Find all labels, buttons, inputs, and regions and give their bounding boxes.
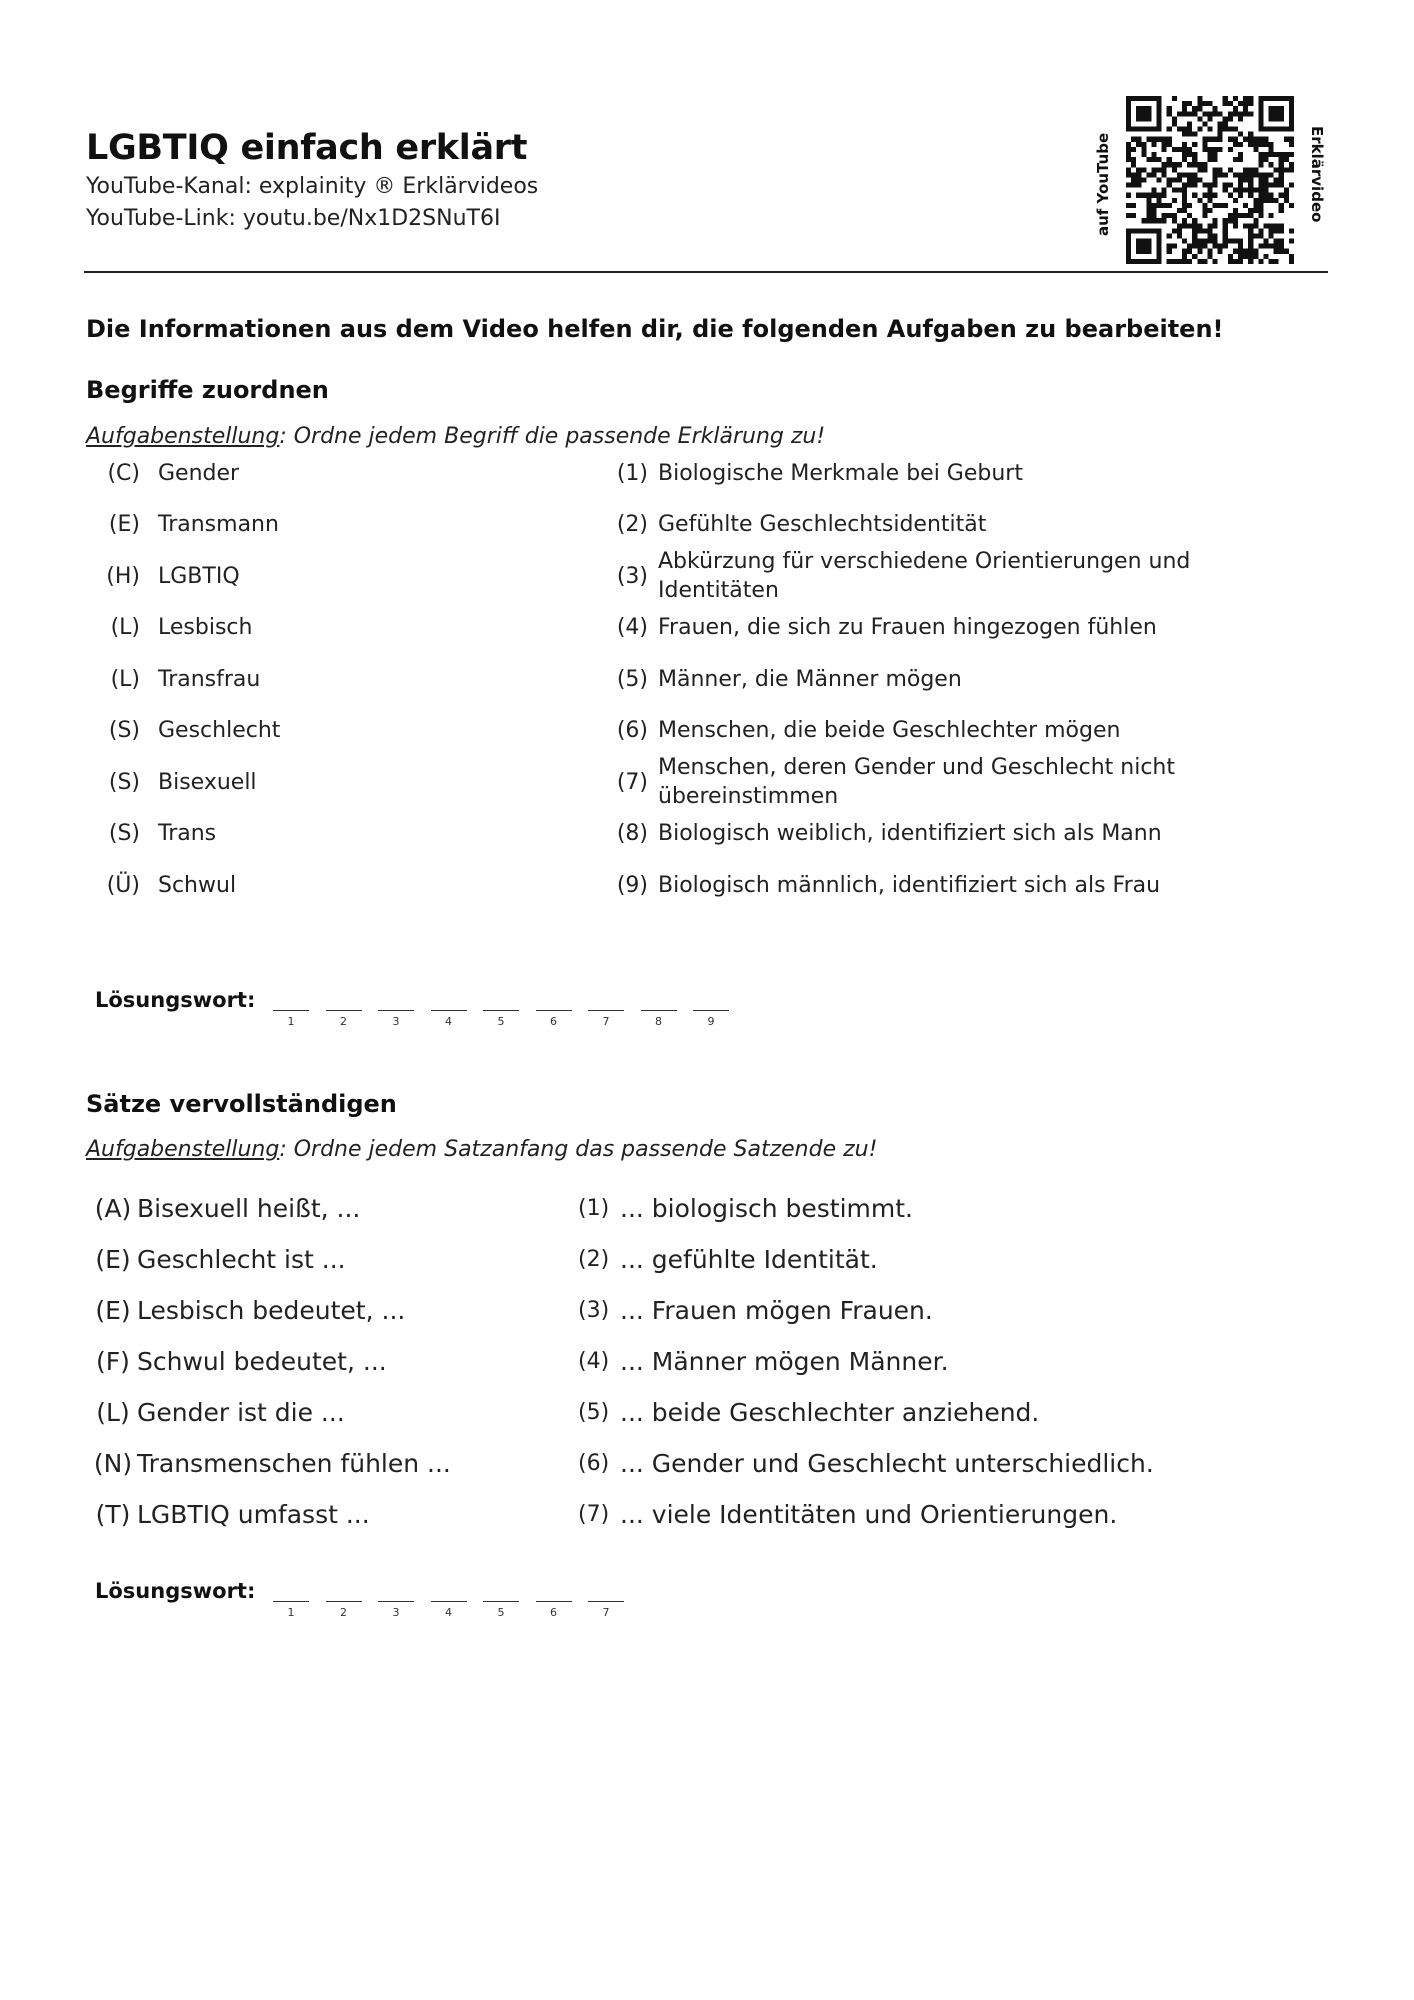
term-text: Bisexuell: [158, 769, 257, 795]
term-text: Trans: [158, 821, 217, 846]
sentence-start-code: (L): [96, 1397, 130, 1427]
explanation-text: Abkürzung für verschiedene Orientierungen und Identitäten: [658, 549, 1191, 603]
explanation-text: Biologisch weiblich, identifiziert sich als Mann: [658, 821, 1162, 846]
explanation-row: [614, 500, 1254, 550]
explanation-number: (8): [616, 821, 648, 846]
solution-blank[interactable]: [641, 1010, 677, 1011]
explanation-number: (5): [616, 666, 648, 692]
term-row: [96, 448, 239, 498]
explanation-text: Menschen, die beide Geschlechter mögen: [658, 718, 1121, 743]
term-row: [96, 706, 280, 756]
explanation-text: Gefühlte Geschlechtsidentität: [658, 512, 987, 537]
term-code: (Ü): [106, 872, 140, 898]
sentence-end-row: [578, 1183, 913, 1233]
sentence-end-number: (5): [578, 1399, 610, 1425]
solution-blank-number: 2: [340, 1015, 347, 1028]
sentence-end-number: (7): [578, 1501, 610, 1527]
sentence-end-number: (4): [578, 1348, 610, 1374]
term-row: [96, 551, 240, 601]
explanation-number: (2): [616, 512, 648, 537]
solution-blank[interactable]: [693, 1010, 729, 1011]
explanation-row: [614, 448, 1254, 498]
page-title: LGBTIQ einfach erklärt: [86, 128, 528, 168]
solution-blank[interactable]: [431, 1010, 467, 1011]
sentence-start-code: (T): [95, 1499, 131, 1529]
solution-blank[interactable]: [273, 1601, 309, 1602]
sentence-start-text: Geschlecht ist ...: [137, 1244, 346, 1274]
sentence-end-row: [578, 1336, 949, 1386]
sentence-end-text: ... Gender und Geschlecht unterschiedlich.: [620, 1448, 1154, 1478]
term-code: (L): [110, 666, 140, 692]
explanation-row: [614, 809, 1254, 859]
term-code: (C): [107, 460, 140, 486]
solution-blank-number: 7: [602, 1606, 610, 1619]
solution-blank-number: 1: [287, 1015, 295, 1028]
solution-blank-number: 7: [602, 1015, 610, 1028]
solution-blank-number: 4: [445, 1015, 452, 1028]
sentence-start-row: [92, 1489, 370, 1539]
explanation-row: [614, 603, 1254, 653]
term-row: [96, 500, 279, 550]
term-code: (S): [108, 718, 140, 743]
explanation-text: Männer, die Männer mögen: [658, 666, 962, 692]
sentence-start-row: [92, 1183, 360, 1233]
explanation-row: [614, 654, 1254, 704]
sentence-start-row: [92, 1234, 346, 1284]
section1-heading: Begriffe zuordnen: [86, 376, 329, 404]
sentence-end-number: (2): [578, 1246, 610, 1272]
term-code: (H): [106, 563, 140, 589]
sentence-end-text: ... beide Geschlechter anziehend.: [620, 1397, 1040, 1427]
link-line: YouTube-Link: youtu.be/Nx1D2SNuT6I: [86, 206, 501, 231]
sentence-start-text: Gender ist die ...: [137, 1397, 345, 1427]
sentence-start-text: Transmenschen fühlen ...: [137, 1448, 451, 1478]
solution-blank-number: 1: [287, 1606, 295, 1619]
sentence-start-code: (F): [96, 1346, 130, 1376]
explanation-number: (4): [616, 615, 648, 640]
sentence-end-number: (1): [578, 1195, 610, 1221]
explanation-row: [614, 706, 1254, 756]
qr-code-icon: [1126, 96, 1294, 264]
sentence-start-text: Bisexuell heißt, ...: [137, 1193, 361, 1223]
solution-blank-number: 5: [497, 1606, 505, 1619]
section1-task: Aufgabenstellung: Ordne jedem Begriff die passende Erklärung zu!: [86, 424, 826, 449]
term-row: [96, 654, 260, 704]
solution-blank[interactable]: [483, 1601, 519, 1602]
solution-blank[interactable]: [378, 1601, 414, 1602]
sentence-end-row: [578, 1387, 1039, 1437]
sentence-end-row: [578, 1285, 933, 1335]
solution-blank[interactable]: [378, 1010, 414, 1011]
sentence-start-text: Schwul bedeutet, ...: [137, 1346, 387, 1376]
sentence-end-number: (6): [578, 1450, 610, 1476]
solution-blank-number: 9: [707, 1015, 715, 1028]
explanation-text: Menschen, deren Gender und Geschlecht nicht übereinstimmen: [658, 755, 1175, 809]
explanation-number: (1): [616, 460, 648, 486]
explanation-number: (3): [616, 563, 648, 589]
sentence-end-row: [578, 1489, 1117, 1539]
channel-line: YouTube-Kanal: explainity ® Erklärvideos: [86, 174, 539, 199]
section2-heading: Sätze vervollständigen: [86, 1090, 397, 1118]
solution-blank-number: 4: [445, 1606, 452, 1619]
solution-blank-number: 3: [392, 1015, 400, 1028]
sentence-start-row: [92, 1285, 405, 1335]
explanation-text: Frauen, die sich zu Frauen hingezogen fühlen: [658, 615, 1157, 640]
term-text: Gender: [158, 460, 240, 486]
term-code: (E): [108, 512, 140, 537]
term-row: [96, 860, 236, 910]
sentence-start-text: LGBTIQ umfasst ...: [137, 1499, 370, 1529]
sentence-start-code: (A): [94, 1193, 132, 1223]
explanation-number: (7): [616, 769, 648, 795]
explanation-row: [614, 757, 1254, 807]
term-text: Lesbisch: [158, 615, 253, 640]
explanation-row: [614, 551, 1254, 601]
term-row: [96, 757, 257, 807]
solution-blank[interactable]: [536, 1010, 572, 1011]
solution-blank-number: 2: [340, 1606, 347, 1619]
solution-blank[interactable]: [326, 1010, 362, 1011]
solution-blank[interactable]: [588, 1010, 624, 1011]
explanation-text: Biologisch männlich, identifiziert sich als Frau: [658, 872, 1161, 898]
term-code: (S): [108, 769, 140, 795]
qr-left-label: auf YouTube: [1094, 132, 1112, 236]
solution-blank[interactable]: [431, 1601, 467, 1602]
sentence-end-text: ... viele Identitäten und Orientierungen.: [620, 1499, 1118, 1529]
sentence-end-text: ... gefühlte Identität.: [620, 1244, 878, 1274]
term-text: Transfrau: [158, 666, 261, 692]
section2-task: Aufgabenstellung: Ordne jedem Satzanfang das passende Satzende zu!: [86, 1137, 878, 1162]
solution-blank-number: 5: [497, 1015, 505, 1028]
sentence-end-text: ... biologisch bestimmt.: [620, 1193, 913, 1223]
explanation-number: (6): [616, 718, 648, 743]
sentence-start-code: (N): [93, 1448, 133, 1478]
solution-blank-number: 6: [550, 1015, 557, 1028]
solution-blank[interactable]: [536, 1601, 572, 1602]
term-code: (L): [110, 615, 140, 640]
explanation-row: [614, 860, 1254, 910]
section2-solution-label: Lösungswort:: [95, 1579, 256, 1603]
sentence-end-text: ... Männer mögen Männer.: [620, 1346, 949, 1376]
sentence-start-code: (E): [95, 1295, 131, 1325]
term-text: LGBTIQ: [158, 563, 240, 589]
explanation-text: Biologische Merkmale bei Geburt: [658, 460, 1023, 486]
solution-blank[interactable]: [273, 1010, 309, 1011]
term-code: (S): [108, 821, 140, 846]
term-row: [96, 603, 252, 653]
sentence-start-code: (E): [95, 1244, 131, 1274]
explanation-number: (9): [616, 872, 648, 898]
header-divider: [84, 271, 1328, 273]
sentence-start-row: [92, 1438, 451, 1488]
qr-right-label: Erklärvideo: [1308, 126, 1326, 223]
term-text: Transmann: [158, 512, 279, 537]
intro-text: Die Informationen aus dem Video helfen dir, die folgenden Aufgaben zu bearbeiten!: [86, 315, 1224, 343]
solution-blank-number: 3: [392, 1606, 400, 1619]
sentence-start-text: Lesbisch bedeutet, ...: [137, 1295, 406, 1325]
sentence-end-row: [578, 1234, 878, 1284]
sentence-end-text: ... Frauen mögen Frauen.: [620, 1295, 933, 1325]
sentence-start-row: [92, 1387, 345, 1437]
term-text: Geschlecht: [158, 718, 281, 743]
solution-blank[interactable]: [326, 1601, 362, 1602]
solution-blank-number: 8: [655, 1015, 662, 1028]
solution-blank-number: 6: [550, 1606, 557, 1619]
section1-solution-label: Lösungswort:: [95, 988, 256, 1012]
sentence-end-number: (3): [578, 1297, 610, 1323]
solution-blank[interactable]: [483, 1010, 519, 1011]
sentence-end-row: [578, 1438, 1154, 1488]
term-text: Schwul: [158, 872, 237, 898]
sentence-start-row: [92, 1336, 387, 1386]
term-row: [96, 809, 216, 859]
solution-blank[interactable]: [588, 1601, 624, 1602]
